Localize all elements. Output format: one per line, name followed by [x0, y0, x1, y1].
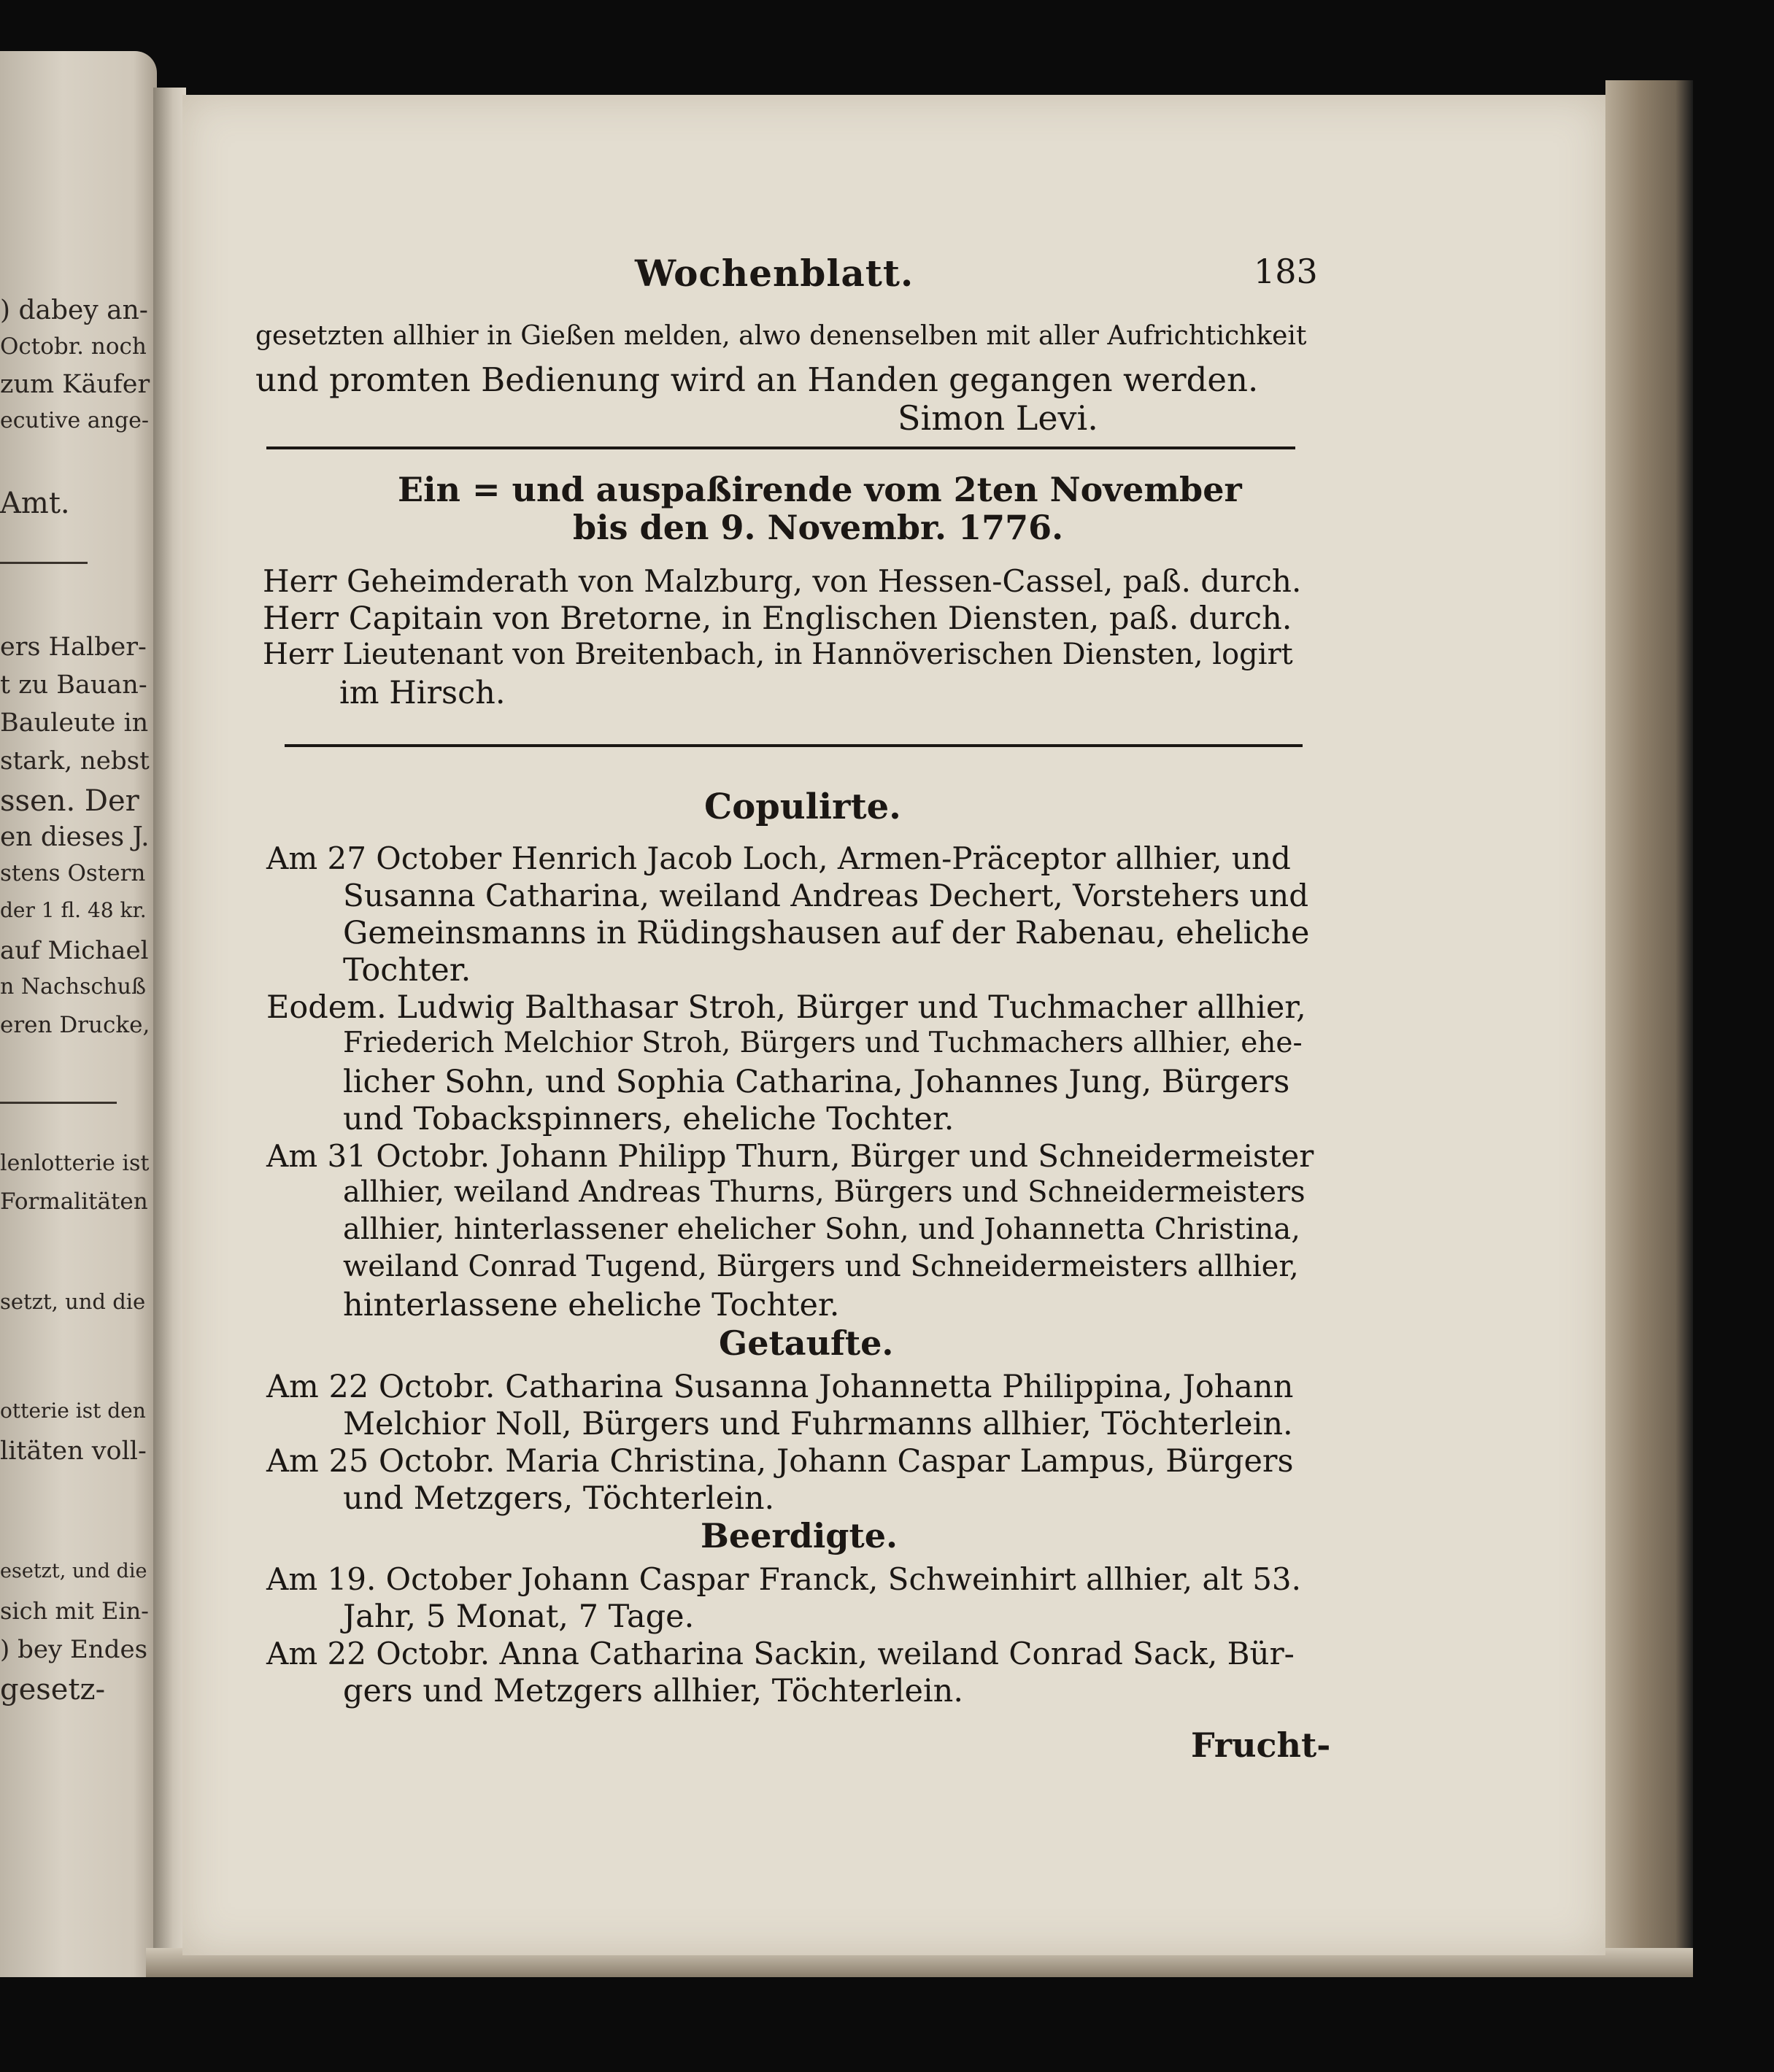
section-rule	[285, 744, 1303, 747]
left-fragment-line: ) bey Endes	[0, 1635, 148, 1664]
copulirte-line: Am 31 Octobr. Johann Philipp Thurn, Bürger und Schneidermeister	[266, 1138, 1314, 1174]
getaufte-heading: Getaufte.	[719, 1323, 894, 1363]
traveller-line: Herr Geheimderath von Malzburg, von Hessen-Cassel, paß. durch.	[263, 563, 1302, 599]
left-fragment-line: ecutive ange-	[0, 408, 150, 433]
beerdigte-line: Am 22 Octobr. Anna Catharina Sackin, weiland Conrad Sack, Bür-	[266, 1636, 1295, 1671]
copulirte-line: Eodem. Ludwig Balthasar Stroh, Bürger und Tuchmacher allhier,	[266, 989, 1306, 1026]
intro-line: gesetzten allhier in Gießen melden, alwo denenselben mit aller Aufrichtichkeit	[255, 321, 1307, 351]
copulirte-line: hinterlassene eheliche Tochter.	[343, 1287, 840, 1323]
left-fragment-line: gesetz-	[0, 1673, 106, 1706]
left-fragment-line: ssen. Der	[0, 784, 139, 818]
left-fragment-line: en dieses J.	[0, 822, 150, 852]
copulirte-line: allhier, hinterlassener ehelicher Sohn, und Johannetta Christina,	[343, 1213, 1300, 1246]
travellers-heading-dates: bis den 9. Novembr. 1776.	[573, 508, 1064, 547]
copulirte-heading: Copulirte.	[704, 786, 901, 827]
copulirte-line: licher Sohn, und Sophia Catharina, Johannes Jung, Bürgers	[343, 1064, 1290, 1100]
beerdigte-line: gers und Metzgers allhier, Töchterlein.	[343, 1673, 964, 1709]
page-stack-edge	[1605, 80, 1693, 1977]
page-number: 183	[1254, 252, 1318, 291]
copulirte-line: und Tobackspinners, eheliche Tochter.	[343, 1101, 955, 1137]
left-fragment-line: Amt.	[0, 487, 70, 520]
left-fragment-line: stark, nebst	[0, 746, 150, 776]
getaufte-line: und Metzgers, Töchterlein.	[343, 1480, 775, 1517]
left-fragment-line: litäten voll-	[0, 1437, 147, 1466]
copulirte-line: Gemeinsmanns in Rüdingshausen auf der Rabenau, eheliche	[343, 915, 1310, 951]
traveller-line: Herr Capitain von Bretorne, in Englischen Diensten, paß. durch.	[263, 600, 1292, 637]
getaufte-line: Am 22 Octobr. Catharina Susanna Johannetta Philippina, Johann	[266, 1369, 1294, 1405]
beerdigte-line: Jahr, 5 Monat, 7 Tage.	[343, 1599, 695, 1635]
left-fragment-line: t zu Bauan-	[0, 670, 147, 700]
left-divider	[0, 1102, 117, 1104]
left-fragment-line: Formalitäten	[0, 1188, 148, 1215]
copulirte-line: Tochter.	[343, 952, 471, 989]
left-divider	[0, 562, 88, 564]
intro-line: und promten Bedienung wird an Handen gegangen werden.	[255, 360, 1259, 399]
signature: Simon Levi.	[898, 398, 1098, 438]
left-fragment-line: der 1 fl. 48 kr.	[0, 898, 147, 922]
left-fragment-line: n Nachschuß	[0, 974, 146, 1000]
left-fragment-line: otterie ist den	[0, 1399, 146, 1423]
copulirte-line: Friederich Melchior Stroh, Bürgers und Tuchmachers allhier, ehe-	[343, 1027, 1303, 1059]
section-rule	[266, 447, 1295, 449]
left-fragment-line: eren Drucke,	[0, 1012, 150, 1038]
traveller-line: Herr Lieutenant von Breitenbach, in Hannöverischen Diensten, logirt	[263, 638, 1293, 671]
running-head: Wochenblatt.	[635, 252, 914, 295]
traveller-line: im Hirsch.	[339, 675, 506, 711]
book-gutter	[153, 88, 186, 1955]
left-fragment-line: setzt, und die	[0, 1289, 146, 1314]
travellers-heading: Ein = und auspaßirende vom 2ten November	[398, 470, 1242, 509]
beerdigte-heading: Beerdigte.	[701, 1516, 898, 1555]
copulirte-line: allhier, weiland Andreas Thurns, Bürgers und Schneidermeisters	[343, 1175, 1306, 1209]
copulirte-line: Susanna Catharina, weiland Andreas Dechert, Vorstehers und	[343, 878, 1309, 913]
left-fragment-line: esetzt, und die	[0, 1560, 147, 1582]
getaufte-line: Melchior Noll, Bürgers und Fuhrmanns allhier, Töchterlein.	[343, 1406, 1293, 1442]
left-fragment-line: Bauleute in	[0, 708, 149, 738]
getaufte-line: Am 25 Octobr. Maria Christina, Johann Caspar Lampus, Bürgers	[266, 1443, 1294, 1480]
left-fragment-line: Octobr. noch	[0, 333, 147, 360]
left-fragment-line: lenlotterie ist	[0, 1151, 150, 1176]
left-fragment-line: ) dabey an-	[0, 295, 148, 325]
left-fragment-line: sich mit Ein-	[0, 1597, 149, 1625]
beerdigte-line: Am 19. October Johann Caspar Franck, Schweinhirt allhier, alt 53.	[266, 1561, 1301, 1597]
catchword: Frucht-	[1191, 1725, 1331, 1765]
left-page-fragment	[0, 51, 157, 1977]
copulirte-line: weiland Conrad Tugend, Bürgers und Schneidermeisters allhier,	[343, 1250, 1299, 1283]
left-fragment-line: zum Käufer	[0, 370, 150, 399]
left-fragment-line: stens Ostern	[0, 860, 146, 886]
left-fragment-line: ers Halber-	[0, 633, 147, 662]
left-fragment-line: auf Michael	[0, 936, 149, 965]
copulirte-line: Am 27 October Henrich Jacob Loch, Armen-Präceptor allhier, und	[266, 840, 1291, 876]
